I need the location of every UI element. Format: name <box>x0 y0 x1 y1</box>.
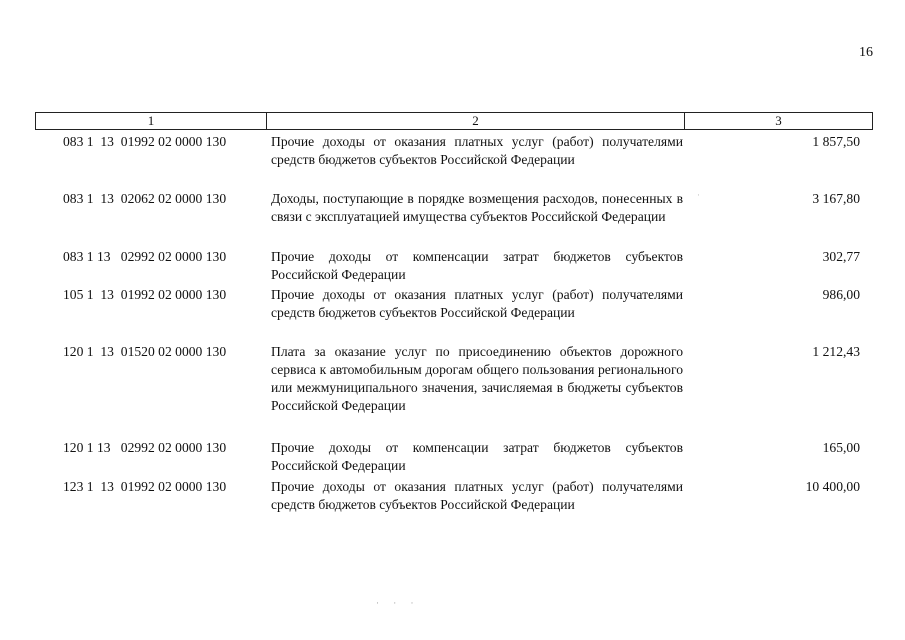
header-col-1: 1 <box>36 113 267 129</box>
income-description: Прочие доходы от компенсации затрат бюджетов субъектов Российской Федерации <box>271 440 683 473</box>
income-description: Прочие доходы от оказания платных услуг (работ) получателями средств бюджетов субъектов Российской Федерации <box>271 134 683 167</box>
income-description: Доходы, поступающие в порядке возмещения расходов, понесенных в связи с эксплуатацией имущества субъектов Российской Федерации <box>271 191 683 224</box>
header-col-2: 2 <box>267 113 685 129</box>
income-description: Прочие доходы от оказания платных услуг (работ) получателями средств бюджетов субъектов Российской Федерации <box>271 287 683 320</box>
amount: 165,00 <box>822 440 860 455</box>
budget-code: 083 1 13 01992 02 0000 130 <box>63 134 227 149</box>
scan-artifact: · · · <box>376 598 420 608</box>
page-number: 16 <box>859 45 873 60</box>
header-col-3: 3 <box>775 113 782 128</box>
amount: 3 167,80 <box>812 191 860 206</box>
amount: 986,00 <box>822 287 860 302</box>
budget-code: 120 1 13 02992 02 0000 130 <box>63 440 227 455</box>
amount: 1 857,50 <box>812 134 860 149</box>
income-description: Плата за оказание услуг по присоединению объектов дорожного сервиса к автомобильным дорогам общего пользования регионального или межмуниципального значения, зачисляемая в бюджеты субъектов Российской Федерации <box>271 344 683 413</box>
scan-artifact: · <box>697 190 700 200</box>
amount: 1 212,43 <box>812 344 860 359</box>
amount: 10 400,00 <box>805 479 860 494</box>
budget-code: 083 1 13 02992 02 0000 130 <box>63 249 227 264</box>
budget-code: 105 1 13 01992 02 0000 130 <box>63 287 227 302</box>
budget-code: 120 1 13 01520 02 0000 130 <box>63 344 227 359</box>
budget-code: 083 1 13 02062 02 0000 130 <box>63 191 227 206</box>
amount: 302,77 <box>822 249 860 264</box>
table-header <box>35 112 873 130</box>
income-description: Прочие доходы от компенсации затрат бюджетов субъектов Российской Федерации <box>271 249 683 282</box>
budget-code: 123 1 13 01992 02 0000 130 <box>63 479 227 494</box>
income-description: Прочие доходы от оказания платных услуг (работ) получателями средств бюджетов субъектов Российской Федерации <box>271 479 683 512</box>
